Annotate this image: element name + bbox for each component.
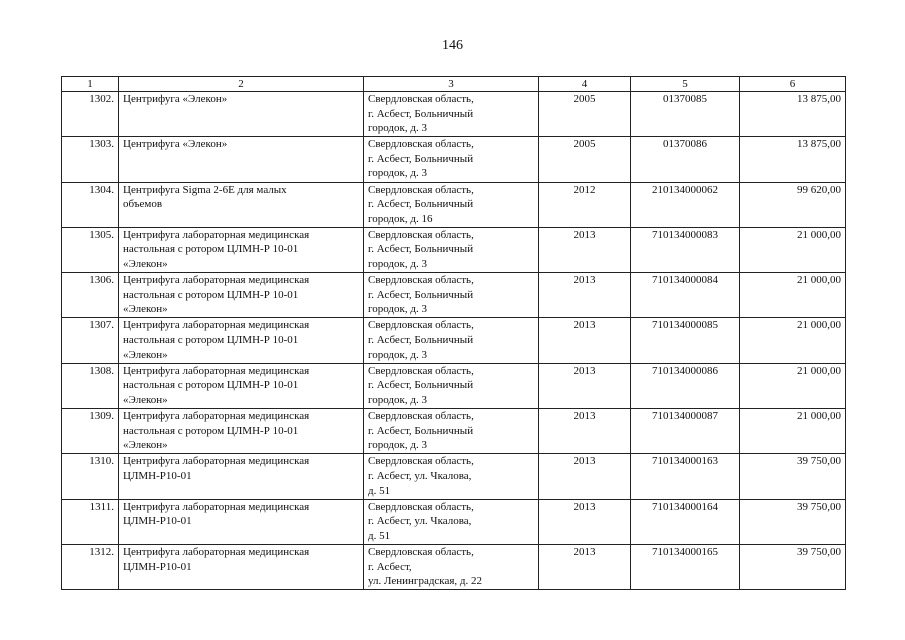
table-header-row xyxy=(62,77,846,92)
inventory-number-cell: 210134000062 xyxy=(631,182,740,227)
cost-cell: 39 750,00 xyxy=(740,499,846,544)
item-name-cell xyxy=(119,363,364,408)
address-line: г. Асбест, ул. Чкалова, xyxy=(368,469,472,482)
column-header: 5 xyxy=(631,77,740,92)
address-line: Свердловская область, xyxy=(368,410,474,423)
name-line: настольная с ротором ЦЛМН-Р 10-01 xyxy=(123,334,299,347)
address-line: городок, д. 3 xyxy=(368,393,427,406)
address-line: г. Асбест, Больничный xyxy=(368,379,474,392)
item-name-cell xyxy=(119,318,364,363)
row-number-cell: 1304. xyxy=(62,182,119,227)
address-line: г. Асбест, Больничный xyxy=(368,334,474,347)
name-line: ЦЛМН-Р10-01 xyxy=(123,515,192,528)
year-cell: 2013 xyxy=(539,273,631,318)
inventory-number-cell: 710134000085 xyxy=(631,318,740,363)
table-row xyxy=(62,92,846,137)
column-header: 3 xyxy=(364,77,539,92)
inventory-number-cell: 01370086 xyxy=(631,137,740,182)
year-cell: 2012 xyxy=(539,182,631,227)
row-number-cell: 1311. xyxy=(62,499,119,544)
address-line: городок, д. 3 xyxy=(368,167,427,180)
cost-cell: 13 875,00 xyxy=(740,137,846,182)
table-row xyxy=(62,182,846,227)
address-line: Свердловская область, xyxy=(368,500,474,513)
row-number-cell: 1303. xyxy=(62,137,119,182)
address-cell xyxy=(364,227,539,272)
address-line: городок, д. 16 xyxy=(368,212,433,225)
year-cell: 2013 xyxy=(539,227,631,272)
name-line: Центрифуга «Элекон» xyxy=(123,93,228,105)
name-line: ЦЛМН-Р10-01 xyxy=(123,469,192,482)
row-number-cell: 1310. xyxy=(62,454,119,499)
name-line: Центрифуга лабораторная медицинская xyxy=(123,545,310,558)
table-row xyxy=(62,454,846,499)
row-number-cell: 1306. xyxy=(62,273,119,318)
address-line: г. Асбест, Больничный xyxy=(368,424,474,437)
name-line: ЦЛМН-Р10-01 xyxy=(123,560,192,573)
name-line: настольная с ротором ЦЛМН-Р 10-01 xyxy=(123,288,299,301)
cost-cell: 21 000,00 xyxy=(740,227,846,272)
name-line: «Элекон» xyxy=(123,348,168,361)
table-row xyxy=(62,409,846,454)
name-line: «Элекон» xyxy=(123,439,168,452)
address-line: г. Асбест, Больничный xyxy=(368,152,474,165)
item-name-cell xyxy=(119,409,364,454)
name-line: настольная с ротором ЦЛМН-Р 10-01 xyxy=(123,424,299,437)
row-number-cell: 1302. xyxy=(62,92,119,137)
cost-cell: 21 000,00 xyxy=(740,318,846,363)
address-cell xyxy=(364,499,539,544)
address-line: городок, д. 3 xyxy=(368,258,427,271)
address-cell xyxy=(364,182,539,227)
table-row xyxy=(62,137,846,182)
inventory-number-cell: 710134000087 xyxy=(631,409,740,454)
address-cell xyxy=(364,92,539,137)
item-name-cell xyxy=(119,499,364,544)
table-row xyxy=(62,318,846,363)
address-line: городок, д. 3 xyxy=(368,348,427,361)
table-row xyxy=(62,227,846,272)
inventory-table xyxy=(61,76,846,590)
address-line: г. Асбест, Больничный xyxy=(368,243,474,256)
address-line: Свердловская область, xyxy=(368,364,474,377)
address-line: Свердловская область, xyxy=(368,274,474,287)
address-cell xyxy=(364,363,539,408)
address-line: г. Асбест, Больничный xyxy=(368,288,474,301)
cost-cell: 39 750,00 xyxy=(740,454,846,499)
name-line: Центрифуга лабораторная медицинская xyxy=(123,364,310,377)
address-line: г. Асбест, Больничный xyxy=(368,198,474,211)
table-row xyxy=(62,363,846,408)
inventory-number-cell: 01370085 xyxy=(631,92,740,137)
inventory-number-cell: 710134000163 xyxy=(631,454,740,499)
address-line: д. 51 xyxy=(368,484,391,497)
inventory-number-cell: 710134000164 xyxy=(631,499,740,544)
table-row xyxy=(62,273,846,318)
page-number: 146 xyxy=(442,38,463,53)
year-cell: 2005 xyxy=(539,137,631,182)
year-cell: 2013 xyxy=(539,499,631,544)
column-header: 4 xyxy=(539,77,631,92)
year-cell: 2013 xyxy=(539,544,631,589)
cost-cell: 21 000,00 xyxy=(740,409,846,454)
year-cell: 2013 xyxy=(539,363,631,408)
name-line: Центрифуга лабораторная медицинская xyxy=(123,319,310,332)
address-line: г. Асбест, Больничный xyxy=(368,107,474,120)
name-line: настольная с ротором ЦЛМН-Р 10-01 xyxy=(123,243,299,256)
inventory-number-cell: 710134000083 xyxy=(631,227,740,272)
item-name-cell xyxy=(119,454,364,499)
row-number-cell: 1312. xyxy=(62,544,119,589)
table-body xyxy=(62,92,846,590)
address-line: Свердловская область, xyxy=(368,228,474,241)
item-name-cell xyxy=(119,137,364,182)
address-line: городок, д. 3 xyxy=(368,122,427,135)
column-header: 1 xyxy=(62,77,119,92)
inventory-number-cell: 710134000084 xyxy=(631,273,740,318)
address-cell xyxy=(364,318,539,363)
cost-cell: 13 875,00 xyxy=(740,92,846,137)
name-line: «Элекон» xyxy=(123,393,168,406)
address-cell xyxy=(364,544,539,589)
address-line: Свердловская область, xyxy=(368,319,474,332)
year-cell: 2013 xyxy=(539,409,631,454)
item-name-cell xyxy=(119,182,364,227)
address-cell xyxy=(364,409,539,454)
address-line: Свердловская область, xyxy=(368,93,474,105)
year-cell: 2013 xyxy=(539,318,631,363)
name-line: объемов xyxy=(123,198,163,211)
row-number-cell: 1308. xyxy=(62,363,119,408)
row-number-cell: 1307. xyxy=(62,318,119,363)
table-row xyxy=(62,499,846,544)
address-line: Свердловская область, xyxy=(368,545,474,558)
cost-cell: 21 000,00 xyxy=(740,363,846,408)
year-cell: 2013 xyxy=(539,454,631,499)
item-name-cell xyxy=(119,92,364,137)
address-line: городок, д. 3 xyxy=(368,439,427,452)
address-cell xyxy=(364,137,539,182)
address-line: Свердловская область, xyxy=(368,138,474,151)
item-name-cell xyxy=(119,273,364,318)
item-name-cell xyxy=(119,544,364,589)
cost-cell: 21 000,00 xyxy=(740,273,846,318)
name-line: Центрифуга лабораторная медицинская xyxy=(123,500,310,513)
name-line: настольная с ротором ЦЛМН-Р 10-01 xyxy=(123,379,299,392)
item-name-cell xyxy=(119,227,364,272)
row-number-cell: 1305. xyxy=(62,227,119,272)
column-header: 2 xyxy=(119,77,364,92)
row-number-cell: 1309. xyxy=(62,409,119,454)
address-line: Свердловская область, xyxy=(368,183,474,196)
name-line: Центрифуга Sigma 2-6E для малых xyxy=(123,183,287,196)
name-line: «Элекон» xyxy=(123,258,168,271)
address-line: д. 51 xyxy=(368,529,391,542)
address-line: ул. Ленинградская, д. 22 xyxy=(368,575,483,588)
name-line: Центрифуга лабораторная медицинская xyxy=(123,274,310,287)
column-header: 6 xyxy=(740,77,846,92)
name-line: Центрифуга лабораторная медицинская xyxy=(123,228,310,241)
cost-cell: 39 750,00 xyxy=(740,544,846,589)
address-cell xyxy=(364,454,539,499)
address-line: г. Асбест, xyxy=(368,560,412,573)
address-line: Свердловская область, xyxy=(368,455,474,468)
address-line: г. Асбест, ул. Чкалова, xyxy=(368,515,472,528)
address-cell xyxy=(364,273,539,318)
name-line: Центрифуга «Элекон» xyxy=(123,138,228,151)
cost-cell: 99 620,00 xyxy=(740,182,846,227)
address-line: городок, д. 3 xyxy=(368,303,427,316)
name-line: Центрифуга лабораторная медицинская xyxy=(123,455,310,468)
inventory-number-cell: 710134000165 xyxy=(631,544,740,589)
name-line: «Элекон» xyxy=(123,303,168,316)
inventory-number-cell: 710134000086 xyxy=(631,363,740,408)
name-line: Центрифуга лабораторная медицинская xyxy=(123,410,310,423)
year-cell: 2005 xyxy=(539,92,631,137)
table-row xyxy=(62,544,846,589)
